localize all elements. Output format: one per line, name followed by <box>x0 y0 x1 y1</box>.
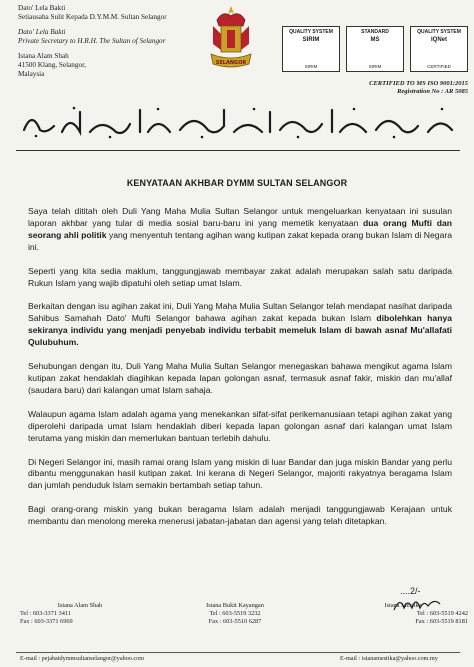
footer-col3-fax: Fax : 603-5519 8181 <box>415 618 468 625</box>
jawi-calligraphy-banner <box>18 104 458 140</box>
footer-col1-tel: Tel : 603-3371 3411 <box>20 610 71 617</box>
sender-role-en: Private Secretary to H.R.H. The Sultan of Selangor <box>18 37 166 45</box>
cert-logo-3 <box>410 26 468 72</box>
header-divider <box>16 150 460 151</box>
page-continuation-marker: ....2/- <box>400 586 421 596</box>
sender-role-ms: Setiausaha Sulit Kepada D.Y.M.M. Sultan Selangor <box>18 13 167 21</box>
footer-col2-fax: Fax : 603-5510 6287 <box>208 618 262 625</box>
cert-2-label: STANDARD <box>361 29 389 35</box>
cert-logo-1 <box>282 26 340 72</box>
crest-label: SELANGOR <box>215 60 247 66</box>
footer-istana-mestika <box>338 602 468 626</box>
footer-col2-tel: Tel : 603-5519 3232 <box>209 610 261 617</box>
paragraph-7: Bagi orang-orang miskin yang bukan beragama Islam adalah menjadi tanggungjawab Kerajaan untuk membantu dan menolong mereka menerusi jabatan-jabatan dan agensi yang telah ditetapkan. <box>28 504 452 527</box>
certification-standard: CERTIFIED TO MS ISO 9001:2015 <box>369 80 468 87</box>
cert-2-issuer: SIRIM <box>368 64 382 69</box>
p1-text-c: yang menyentuh tentang agihan wang kutipan zakat kepada orang bukan Islam di Negara ini. <box>28 229 452 252</box>
paragraph-4: Sehubungan dengan itu, Duli Yang Maha Mulia Sultan Selangor menegaskan bahawa mengikut agama Islam kutipan zakat hendaklah diagihkan kepada lapan golongan asnaf, termasuk asnaf fakir, miskin dan mu'allaf (saudara baru) dari kalangan umat Islam sahaja. <box>28 361 452 395</box>
address-line-1: Istana Alam Shah <box>18 52 69 60</box>
paragraph-6: Di Negeri Selangor ini, masih ramai orang Islam yang miskin di luar Bandar dan juga miskin Bandar yang perlu dibantu menggunakan hasil kutipan zakat. Ini kerana di Negeri Selangor, majoriti rakyatnya beragama Islam dan jumlah penduduk Islam semakin bertambah setiap tahun. <box>28 456 452 491</box>
letterhead-address <box>18 4 208 79</box>
cert-3-mark: IQNet <box>430 37 448 43</box>
footer-col1-heading: Istana Alam Shah <box>57 602 103 609</box>
sender-title-ms: Dato' Lela Bakti <box>18 4 66 12</box>
footer-istana-bukit-kayangan <box>175 602 295 626</box>
footer-col3-tel: Tel : 603-5519 4242 <box>416 610 468 617</box>
paragraph-2: Seperti yang kita sedia maklum, tanggungjawab membayar zakat adalah merupakan salah satu daripada Rukun Islam yang wajib dipatuhi oleh setiap umat Islam. <box>28 265 452 288</box>
p3-bold: dibolehkan hanya sekiranya individu yang menjadi penyebab individu terbabit memeluk Islam di bawah asnaf Mu'allafati Qulubuhum. <box>28 313 452 348</box>
paragraph-5: Walaupun agama Islam adalah agama yang menekankan sifat-sifat perikemanusiaan tetapi agihan zakat yang diperolehi daripada umat Islam hendaklah diberi kepada lapan golongan asnaf dari kalangan umat Islam terutama yang miskin dan memerlukan bantuan terlebih dahulu. <box>28 408 452 443</box>
footer-col3-heading: Istana Mestika <box>384 602 422 609</box>
paragraph-1 <box>28 206 452 254</box>
cert-3-issuer: CERTIFIED <box>427 64 451 69</box>
footer-col2-heading: Istana Bukit Kayangan <box>206 602 264 609</box>
footer-email-1[interactable]: E-mail : pejabatdymmsultanselangor@yahoo.com <box>20 655 145 662</box>
registration-number: Registration No : AR 5085 <box>397 88 468 95</box>
cert-3-label: QUALITY SYSTEM <box>417 29 461 35</box>
footer-divider <box>16 652 460 653</box>
cert-1-mark: SIRIM <box>302 37 320 43</box>
p1-text-a: Saya telah dititah oleh Duli Yang Maha Mulia Sultan Selangor untuk mengeluarkan kenyataan ini susulan laporan akhbar yang tular di media sosial baru-baru ini yang memetik kenyataan <box>28 206 452 228</box>
document-body <box>28 206 452 540</box>
footer-email-2[interactable]: E-mail : istanamestika@yahoo.com.my <box>340 655 438 662</box>
paragraph-3 <box>28 301 452 349</box>
address-line-2: 41500 Klang, Selangor, <box>18 61 86 69</box>
cert-1-issuer: SIRIM <box>304 64 318 69</box>
footer-istana-alam-shah <box>20 602 140 626</box>
certification-text <box>282 80 468 96</box>
certification-logos <box>282 26 468 74</box>
document-title: KENYATAAN AKHBAR DYMM SULTAN SELANGOR <box>126 178 348 188</box>
selangor-crest-icon <box>203 4 259 76</box>
cert-1-label: QUALITY SYSTEM <box>289 29 333 35</box>
cert-2-mark: MS <box>370 37 380 43</box>
p3-text-a: Berkaitan dengan isu agihan zakat ini, Duli Yang Maha Mulia Sultan Selangor telah mendapat nasihat daripada Sahibus Samahah Dato' Mufti Selangor bahawa agihan zakat kepada bukan Islam <box>28 301 452 324</box>
address-line-3: Malaysia <box>18 70 45 78</box>
p1-bold: dua orang Mufti dan seorang ahli politik <box>28 217 452 240</box>
footer-col1-fax: Fax : 603-3371 6969 <box>20 618 73 625</box>
letterhead-footer <box>0 602 474 667</box>
sender-title-en: Dato' Lela Bakti <box>18 28 66 36</box>
cert-logo-2 <box>346 26 404 72</box>
